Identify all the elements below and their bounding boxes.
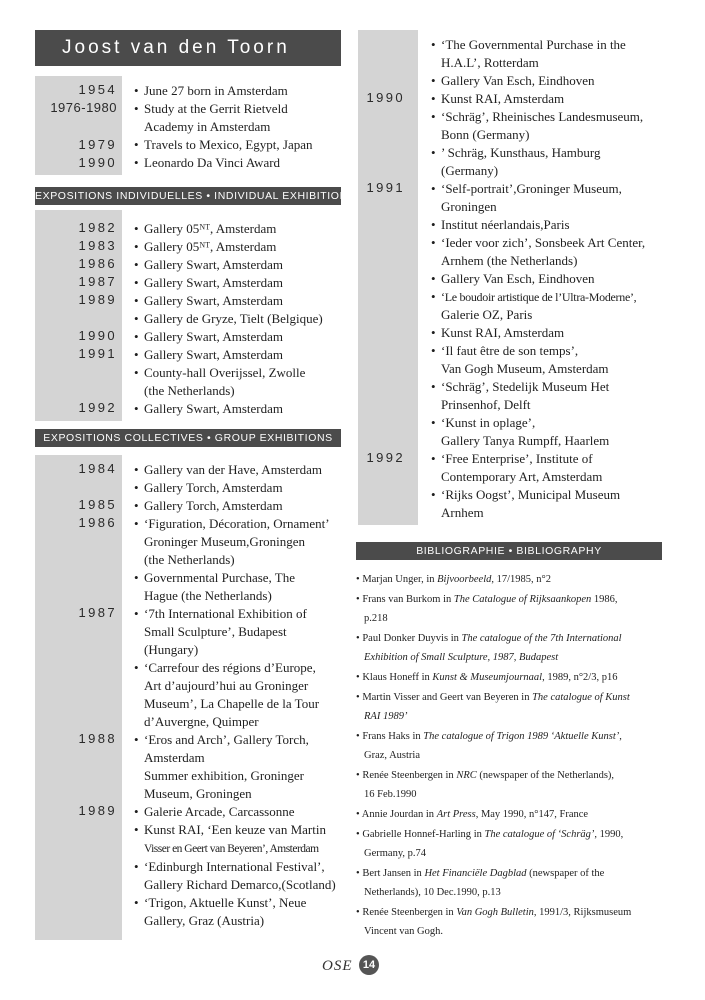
year-label: 1989 bbox=[78, 292, 117, 307]
year-label: 1982 bbox=[78, 220, 117, 235]
list-item: • Gallery 05ᴺᵀ, Amsterdam bbox=[134, 239, 277, 254]
list-item: Art d’aujourd’hui au Groninger bbox=[144, 678, 309, 693]
year-label: 1991 bbox=[366, 180, 405, 195]
list-item: • Kunst RAI, ‘Een keuze van Martin bbox=[134, 822, 326, 837]
list-item: • Martin Visser and Geert van Beyeren in The catalogue of Kunst RAI 1989’ bbox=[356, 692, 630, 722]
year-label: 1954 bbox=[78, 82, 117, 97]
bio-list bbox=[134, 82, 313, 172]
year-label: 1983 bbox=[78, 238, 117, 253]
year-label: 1990 bbox=[366, 90, 405, 105]
page-number: 14 bbox=[359, 955, 379, 975]
list-item: • Gallery Torch, Amsterdam bbox=[134, 480, 283, 495]
list-item: • ‘Carrefour des régions d’Europe, bbox=[134, 660, 316, 675]
list-item: • Gallery Swart, Amsterdam bbox=[134, 347, 283, 362]
section-heading-group: EXPOSITIONS COLLECTIVES • GROUP EXHIBITIONS bbox=[35, 429, 341, 447]
list-item: • ‘Self-portrait’,Groninger Museum, bbox=[431, 181, 622, 196]
list-item: • Gallery Swart, Amsterdam bbox=[134, 401, 283, 416]
year-label: 1976-1980 bbox=[50, 100, 117, 115]
year-label: 1989 bbox=[78, 803, 117, 818]
year-label: 1985 bbox=[78, 497, 117, 512]
list-item: • Renée Steenbergen in Van Gogh Bulletin, 1991/3, Rijksmuseum Vincent van Gogh. bbox=[356, 907, 632, 937]
list-item: • ‘7th International Exhibition of bbox=[134, 606, 307, 621]
year-label: 1990 bbox=[78, 328, 117, 343]
list-item: Gallery Tanya Rumpff, Haarlem bbox=[441, 433, 610, 448]
list-item: Van Gogh Museum, Amsterdam bbox=[441, 361, 609, 376]
year-label: 1986 bbox=[78, 256, 117, 271]
list-item: • ’ Schräg, Kunsthaus, Hamburg bbox=[431, 145, 601, 160]
year-label: 1984 bbox=[78, 461, 117, 476]
list-item: • ‘Free Enterprise’, Institute of bbox=[431, 451, 593, 466]
list-item: • Renée Steenbergen in NRC (newspaper of the Netherlands), 16 Feb.1990 bbox=[356, 770, 615, 800]
list-item: • ‘Ieder voor zich’, Sonsbeek Art Center, bbox=[431, 235, 646, 250]
list-item: • Kunst RAI, Amsterdam bbox=[431, 325, 565, 340]
list-item: • ‘Schräg’, Rheinisches Landesmuseum, bbox=[431, 109, 644, 124]
list-item: Academy in Amsterdam bbox=[144, 119, 271, 134]
year-label: 1992 bbox=[78, 400, 117, 415]
list-item: • Gallery Swart, Amsterdam bbox=[134, 329, 283, 344]
list-item: Museum’, La Chapelle de la Tour bbox=[144, 696, 320, 711]
list-item: • Institut néerlandais,Paris bbox=[431, 217, 570, 232]
list-item: • Bert Jansen in Het Financiële Dagblad (newspaper of the Netherlands), 10 Dec.1990, p.13 bbox=[356, 868, 605, 898]
list-item: • Frans Haks in The catalogue of Trigon 1989 ‘Aktuelle Kunst’, Graz, Austria bbox=[356, 731, 622, 761]
list-item: • Paul Donker Duyvis in The catalogue of the 7th International Exhibition of Small Sculpture, 1987, Budapest bbox=[356, 633, 622, 663]
list-item: Contemporary Art, Amsterdam bbox=[441, 469, 603, 484]
list-item: • Gallery Swart, Amsterdam bbox=[134, 257, 283, 272]
list-item: Hague (the Netherlands) bbox=[144, 588, 272, 603]
year-label: 1986 bbox=[78, 515, 117, 530]
list-item: Groningen bbox=[441, 199, 497, 214]
section-heading-individual: EXPOSITIONS INDIVIDUELLES • INDIVIDUAL EXHIBITIONS bbox=[35, 187, 341, 205]
list-item: • ‘Schräg’, Stedelijk Museum Het bbox=[431, 379, 610, 394]
year-label: 1979 bbox=[78, 137, 117, 152]
list-item: • Gallery Torch, Amsterdam bbox=[134, 498, 283, 513]
bibliography-list bbox=[356, 570, 676, 942]
list-item: • Annie Jourdan in Art Press, May 1990, n°147, France bbox=[356, 809, 589, 820]
list-item: Arnhem (the Netherlands) bbox=[441, 253, 578, 268]
list-item: Galerie OZ, Paris bbox=[441, 307, 533, 322]
list-item: • Gallery van der Have, Amsterdam bbox=[134, 462, 322, 477]
list-item: • Travels to Mexico, Egypt, Japan bbox=[134, 137, 313, 152]
year-label: 1988 bbox=[78, 731, 117, 746]
list-item: • ‘The Governmental Purchase in the bbox=[431, 37, 626, 52]
list-item: (the Netherlands) bbox=[144, 383, 235, 398]
list-item: Groninger Museum,Groningen bbox=[144, 534, 306, 549]
year-label: 1990 bbox=[78, 155, 117, 170]
group-exhibitions-list bbox=[134, 461, 336, 930]
year-label: 1992 bbox=[366, 450, 405, 465]
year-label: 1987 bbox=[78, 274, 117, 289]
page-title: Joost van den Toorn bbox=[35, 30, 341, 66]
magazine-name: OSE bbox=[322, 958, 353, 974]
list-item: • Gabrielle Honnef-Harling in The catalogue of ‘Schräg’, 1990, Germany, p.74 bbox=[356, 829, 624, 859]
list-item: H.A.L’, Rotterdam bbox=[441, 55, 539, 70]
list-item: • Marjan Unger, in Bijvoorbeeld, 17/1985, n°2 bbox=[356, 574, 551, 585]
list-item: (the Netherlands) bbox=[144, 552, 235, 567]
list-item: • Klaus Honeff in Kunst & Museumjournaal, 1989, n°2/3, p16 bbox=[356, 672, 618, 683]
list-item: d’Auvergne, Quimper bbox=[144, 714, 259, 729]
list-item: • ‘Figuration, Décoration, Ornament’ bbox=[134, 516, 330, 531]
group-exhibitions-continued-list bbox=[431, 36, 645, 522]
list-item: • ‘Eros and Arch’, Gallery Torch, bbox=[134, 732, 309, 747]
list-item: • County-hall Overijssel, Zwolle bbox=[134, 365, 306, 380]
list-item: Summer exhibition, Groninger bbox=[144, 768, 304, 783]
year-label: 1991 bbox=[78, 346, 117, 361]
section-heading-bibliography: BIBLIOGRAPHIE • BIBLIOGRAPHY bbox=[356, 542, 662, 560]
list-item: Arnhem bbox=[441, 505, 484, 520]
list-item: Museum, Groningen bbox=[144, 786, 252, 801]
list-item: Amsterdam bbox=[144, 750, 205, 765]
year-label: 1987 bbox=[78, 605, 117, 620]
list-item: • Gallery Swart, Amsterdam bbox=[134, 275, 283, 290]
list-item: Gallery Richard Demarco,(Scotland) bbox=[144, 877, 336, 892]
list-item: • Leonardo Da Vinci Award bbox=[134, 155, 281, 170]
list-item: • June 27 born in Amsterdam bbox=[134, 83, 288, 98]
list-item: • Gallery Swart, Amsterdam bbox=[134, 293, 283, 308]
list-item: (Hungary) bbox=[144, 642, 199, 657]
list-item: Prinsenhof, Delft bbox=[441, 397, 531, 412]
list-item: • Gallery Van Esch, Eindhoven bbox=[431, 73, 595, 88]
list-item: • Gallery de Gryze, Tielt (Belgique) bbox=[134, 311, 323, 326]
list-item: • Kunst RAI, Amsterdam bbox=[431, 91, 565, 106]
list-item: • ‘Il faut être de son temps’, bbox=[431, 343, 579, 358]
list-item: • ‘Trigon, Aktuelle Kunst’, Neue bbox=[134, 895, 307, 910]
list-item: • Gallery 05ᴺᵀ, Amsterdam bbox=[134, 221, 277, 236]
list-item: • Gallery Van Esch, Eindhoven bbox=[431, 271, 595, 286]
list-item: • ‘Kunst in oplage’, bbox=[431, 415, 536, 430]
list-item: Visser en Geert van Beyeren’, Amsterdam bbox=[144, 843, 319, 855]
list-item: • Frans van Burkom in The Catalogue of Rijksaankopen 1986, p.218 bbox=[356, 594, 618, 624]
list-item: • ‘Rijks Oogst’, Municipal Museum bbox=[431, 487, 621, 502]
list-item: Gallery, Graz (Austria) bbox=[144, 913, 265, 928]
list-item: • ‘Edinburgh International Festival’, bbox=[134, 859, 325, 874]
list-item: • ‘Le boudoir artistique de l’Ultra-Moderne’, bbox=[431, 289, 637, 304]
list-item: Bonn (Germany) bbox=[441, 127, 530, 142]
individual-exhibitions-list bbox=[134, 220, 323, 418]
list-item: Small Sculpture’, Budapest bbox=[144, 624, 287, 639]
list-item: • Study at the Gerrit Rietveld bbox=[134, 101, 288, 116]
list-item: (Germany) bbox=[441, 163, 499, 178]
list-item: • Galerie Arcade, Carcassonne bbox=[134, 804, 295, 819]
list-item: • Governmental Purchase, The bbox=[134, 570, 296, 585]
